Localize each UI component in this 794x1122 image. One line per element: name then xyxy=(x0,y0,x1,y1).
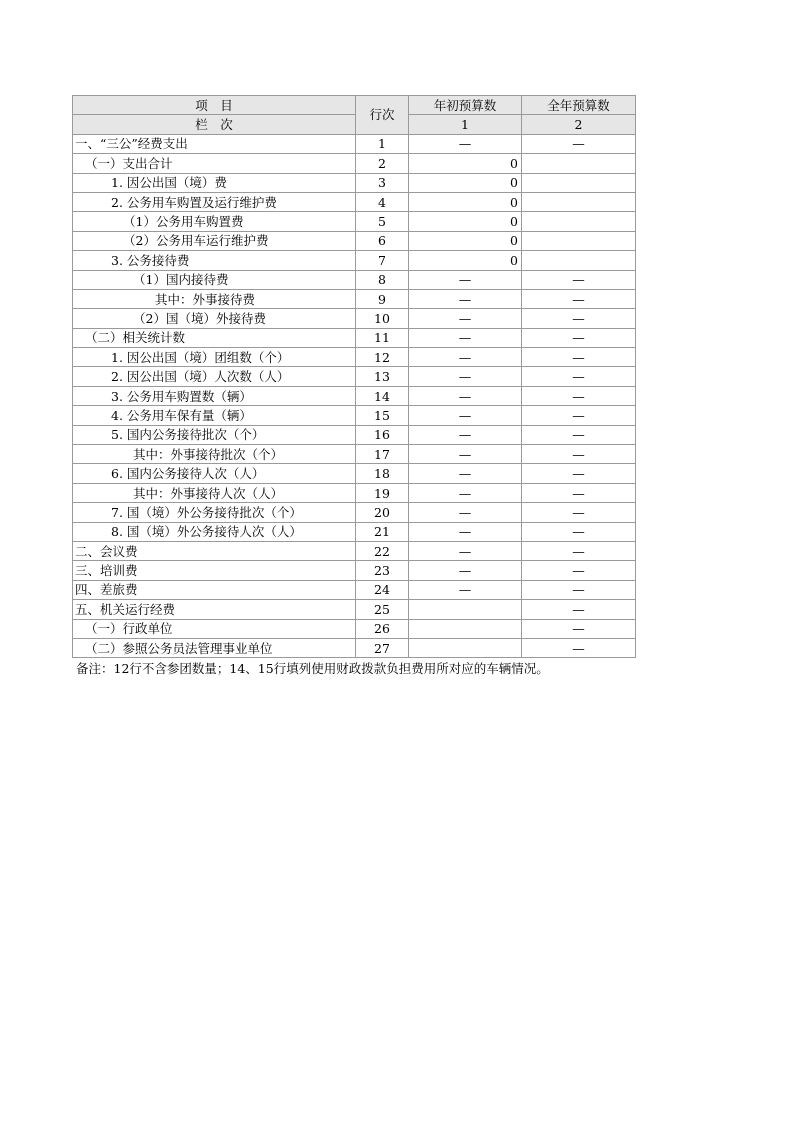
row-item-label: （2）公务用车运行维护费 xyxy=(73,231,356,250)
cell-annual-budget xyxy=(522,231,636,250)
cell-initial-budget: — xyxy=(409,541,522,560)
cell-annual-budget: — xyxy=(522,289,636,308)
row-number: 13 xyxy=(356,367,409,386)
expense-report-sheet xyxy=(72,95,635,658)
table-row xyxy=(73,270,636,289)
row-item-label: 3. 公务接待费 xyxy=(73,251,356,270)
cell-annual-budget: — xyxy=(522,386,636,405)
cell-annual-budget: — xyxy=(522,522,636,541)
table-row xyxy=(73,328,636,347)
header-col1-title: 年初预算数 xyxy=(409,96,522,115)
row-number: 24 xyxy=(356,580,409,599)
cell-annual-budget: — xyxy=(522,483,636,502)
row-number: 3 xyxy=(356,173,409,192)
table-row xyxy=(73,192,636,211)
cell-annual-budget: — xyxy=(522,638,636,657)
cell-initial-budget: — xyxy=(409,386,522,405)
cell-annual-budget: — xyxy=(522,406,636,425)
cell-initial-budget: 0 xyxy=(409,212,522,231)
row-item-label: 6. 国内公务接待人次（人） xyxy=(73,464,356,483)
cell-annual-budget: — xyxy=(522,367,636,386)
row-item-label: 4. 公务用车保有量（辆） xyxy=(73,406,356,425)
table-row xyxy=(73,231,636,250)
row-number: 16 xyxy=(356,425,409,444)
cell-annual-budget: — xyxy=(522,309,636,328)
table-row xyxy=(73,289,636,308)
row-number: 17 xyxy=(356,445,409,464)
cell-initial-budget: — xyxy=(409,561,522,580)
cell-annual-budget: — xyxy=(522,619,636,638)
row-number: 6 xyxy=(356,231,409,250)
cell-initial-budget: — xyxy=(409,580,522,599)
row-number: 4 xyxy=(356,192,409,211)
row-item-label: 7. 国（境）外公务接待批次（个） xyxy=(73,503,356,522)
header-row-2 xyxy=(73,115,636,134)
row-item-label: （二）参照公务员法管理事业单位 xyxy=(73,638,356,657)
table-row xyxy=(73,561,636,580)
row-item-label: 5. 国内公务接待批次（个） xyxy=(73,425,356,444)
cell-annual-budget xyxy=(522,251,636,270)
table-body xyxy=(73,134,636,658)
cell-annual-budget: — xyxy=(522,600,636,619)
header-col2-number: 2 xyxy=(522,115,636,134)
table-row xyxy=(73,425,636,444)
row-number: 2 xyxy=(356,154,409,173)
row-number: 9 xyxy=(356,289,409,308)
header-row-1 xyxy=(73,96,636,115)
row-item-label: （2）国（境）外接待费 xyxy=(73,309,356,328)
table-row xyxy=(73,406,636,425)
cell-initial-budget: — xyxy=(409,464,522,483)
cell-initial-budget xyxy=(409,600,522,619)
cell-initial-budget: — xyxy=(409,503,522,522)
cell-annual-budget xyxy=(522,192,636,211)
table-row xyxy=(73,445,636,464)
table-row xyxy=(73,154,636,173)
cell-initial-budget xyxy=(409,619,522,638)
row-number: 27 xyxy=(356,638,409,657)
cell-initial-budget: — xyxy=(409,425,522,444)
cell-annual-budget: — xyxy=(522,270,636,289)
cell-initial-budget: — xyxy=(409,406,522,425)
cell-initial-budget: — xyxy=(409,445,522,464)
row-number: 14 xyxy=(356,386,409,405)
cell-annual-budget: — xyxy=(522,561,636,580)
cell-initial-budget: 0 xyxy=(409,192,522,211)
table-row xyxy=(73,483,636,502)
row-item-label: （一）行政单位 xyxy=(73,619,356,638)
cell-initial-budget: 0 xyxy=(409,231,522,250)
header-column-label: 栏 次 xyxy=(73,115,356,134)
cell-initial-budget: — xyxy=(409,309,522,328)
row-item-label: 其中：外事接待批次（个） xyxy=(73,445,356,464)
table-row xyxy=(73,600,636,619)
cell-initial-budget: 0 xyxy=(409,154,522,173)
table-row xyxy=(73,522,636,541)
cell-initial-budget: — xyxy=(409,270,522,289)
row-item-label: 2. 因公出国（境）人次数（人） xyxy=(73,367,356,386)
cell-initial-budget: — xyxy=(409,348,522,367)
row-number: 26 xyxy=(356,619,409,638)
row-number: 1 xyxy=(356,134,409,153)
cell-annual-budget xyxy=(522,173,636,192)
table-row xyxy=(73,134,636,153)
cell-initial-budget: — xyxy=(409,328,522,347)
row-item-label: 其中：外事接待费 xyxy=(73,289,356,308)
cell-initial-budget: — xyxy=(409,367,522,386)
cell-initial-budget: 0 xyxy=(409,251,522,270)
cell-annual-budget: — xyxy=(522,134,636,153)
cell-annual-budget: — xyxy=(522,348,636,367)
row-item-label: （二）相关统计数 xyxy=(73,328,356,347)
row-number: 21 xyxy=(356,522,409,541)
row-number: 12 xyxy=(356,348,409,367)
table-row xyxy=(73,173,636,192)
row-number: 25 xyxy=(356,600,409,619)
header-col2-title: 全年预算数 xyxy=(522,96,636,115)
cell-initial-budget: 0 xyxy=(409,173,522,192)
row-item-label: 三、培训费 xyxy=(73,561,356,580)
row-number: 11 xyxy=(356,328,409,347)
row-item-label: 一、“三公”经费支出 xyxy=(73,134,356,153)
footnote: 备注：12行不含参团数量；14、15行填列使用财政拨款负担费用所对应的车辆情况。 xyxy=(76,661,549,676)
table-row xyxy=(73,541,636,560)
table-row xyxy=(73,212,636,231)
cell-annual-budget xyxy=(522,212,636,231)
row-number: 20 xyxy=(356,503,409,522)
table-row xyxy=(73,348,636,367)
row-number: 8 xyxy=(356,270,409,289)
row-number: 10 xyxy=(356,309,409,328)
header-item: 项 目 xyxy=(73,96,356,115)
three-public-expenses-table xyxy=(72,95,636,658)
row-item-label: 3. 公务用车购置数（辆） xyxy=(73,386,356,405)
cell-annual-budget: — xyxy=(522,425,636,444)
row-item-label: 2. 公务用车购置及运行维护费 xyxy=(73,192,356,211)
cell-initial-budget: — xyxy=(409,522,522,541)
header-row-number: 行次 xyxy=(356,96,409,135)
table-row xyxy=(73,386,636,405)
row-number: 18 xyxy=(356,464,409,483)
cell-annual-budget: — xyxy=(522,328,636,347)
cell-initial-budget: — xyxy=(409,289,522,308)
row-number: 15 xyxy=(356,406,409,425)
cell-annual-budget: — xyxy=(522,503,636,522)
cell-annual-budget: — xyxy=(522,541,636,560)
row-number: 19 xyxy=(356,483,409,502)
cell-initial-budget xyxy=(409,638,522,657)
row-item-label: 二、会议费 xyxy=(73,541,356,560)
table-row xyxy=(73,309,636,328)
row-number: 5 xyxy=(356,212,409,231)
row-item-label: （1）国内接待费 xyxy=(73,270,356,289)
cell-initial-budget: — xyxy=(409,134,522,153)
cell-annual-budget xyxy=(522,154,636,173)
table-row xyxy=(73,251,636,270)
table-row xyxy=(73,367,636,386)
row-item-label: 1. 因公出国（境）团组数（个） xyxy=(73,348,356,367)
row-item-label: （1）公务用车购置费 xyxy=(73,212,356,231)
cell-annual-budget: — xyxy=(522,580,636,599)
table-row xyxy=(73,503,636,522)
row-item-label: 四、差旅费 xyxy=(73,580,356,599)
row-item-label: 五、机关运行经费 xyxy=(73,600,356,619)
cell-initial-budget: — xyxy=(409,483,522,502)
header-col1-number: 1 xyxy=(409,115,522,134)
row-item-label: （一）支出合计 xyxy=(73,154,356,173)
table-row xyxy=(73,638,636,657)
table-row xyxy=(73,580,636,599)
row-item-label: 1. 因公出国（境）费 xyxy=(73,173,356,192)
row-item-label: 其中：外事接待人次（人） xyxy=(73,483,356,502)
row-number: 23 xyxy=(356,561,409,580)
cell-annual-budget: — xyxy=(522,445,636,464)
table-row xyxy=(73,619,636,638)
row-item-label: 8. 国（境）外公务接待人次（人） xyxy=(73,522,356,541)
table-row xyxy=(73,464,636,483)
row-number: 22 xyxy=(356,541,409,560)
row-number: 7 xyxy=(356,251,409,270)
cell-annual-budget: — xyxy=(522,464,636,483)
